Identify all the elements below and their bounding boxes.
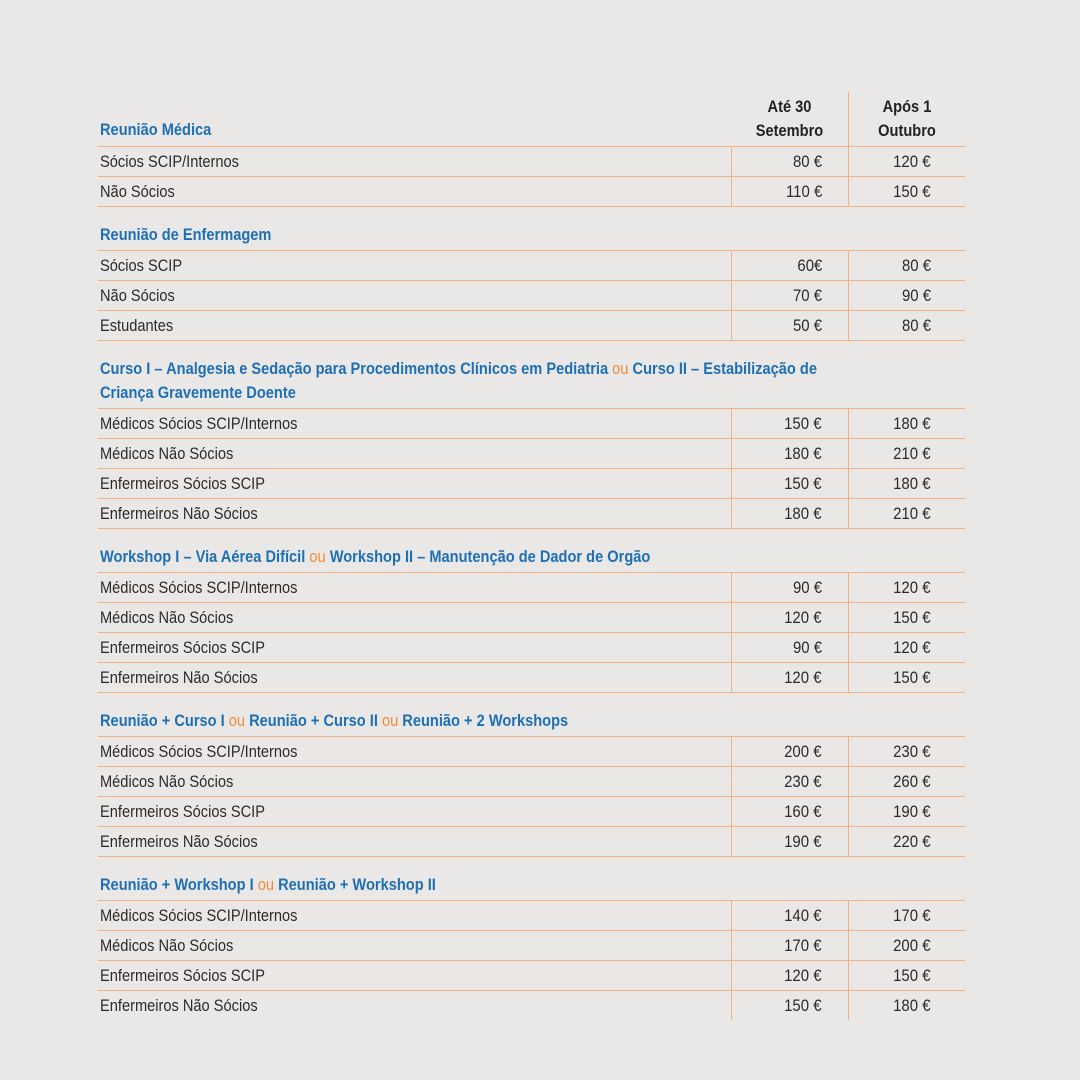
row-label: Sócios SCIP xyxy=(100,256,183,275)
column-header-line: Setembro xyxy=(755,121,824,140)
or-connector: ou xyxy=(309,547,326,566)
table-row xyxy=(98,767,965,797)
price-value: 150 € xyxy=(893,182,931,201)
price-early xyxy=(731,147,848,176)
section-title-text: Reunião Médica xyxy=(100,120,212,139)
section-title-text: Reunião + Curso II xyxy=(249,711,378,730)
price-value: 170 € xyxy=(784,936,822,955)
price-value: 150 € xyxy=(893,668,931,687)
column-header-apos-1-outubro xyxy=(857,95,957,143)
table-row xyxy=(98,663,965,693)
section-reuniao-curso xyxy=(98,707,965,857)
section-title xyxy=(100,709,844,733)
price-value: 120 € xyxy=(784,608,822,627)
price-early xyxy=(731,663,848,692)
price-value: 180 € xyxy=(893,414,931,433)
price-value: 180 € xyxy=(893,474,931,493)
column-header-line: Até 30 xyxy=(767,97,812,116)
price-value: 50 € xyxy=(792,316,822,335)
section-header xyxy=(98,355,965,409)
price-value: 90 € xyxy=(792,578,822,597)
price-early xyxy=(731,311,848,340)
table-row xyxy=(98,409,965,439)
row-label: Médicos Não Sócios xyxy=(100,772,234,791)
price-early xyxy=(731,827,848,856)
price-value: 120 € xyxy=(784,668,822,687)
price-early xyxy=(731,603,848,632)
price-late xyxy=(848,767,965,796)
section-header xyxy=(98,871,965,901)
row-label: Sócios SCIP/Internos xyxy=(100,152,239,171)
table-row xyxy=(98,931,965,961)
price-value: 80 € xyxy=(901,256,931,275)
price-value: 180 € xyxy=(893,996,931,1015)
price-early xyxy=(731,961,848,990)
price-value: 90 € xyxy=(901,286,931,305)
price-late xyxy=(848,147,965,176)
price-value: 220 € xyxy=(893,832,931,851)
table-row xyxy=(98,177,965,207)
price-value: 210 € xyxy=(893,504,931,523)
row-label: Médicos Sócios SCIP/Internos xyxy=(100,906,298,925)
price-late xyxy=(848,961,965,990)
or-connector: ou xyxy=(612,359,629,378)
table-row xyxy=(98,573,965,603)
section-title xyxy=(100,873,844,897)
table-row xyxy=(98,633,965,663)
section-reuniao-workshop xyxy=(98,871,965,1020)
row-label: Médicos Não Sócios xyxy=(100,444,234,463)
table-row xyxy=(98,901,965,931)
price-late xyxy=(848,439,965,468)
price-early xyxy=(731,797,848,826)
table-row xyxy=(98,991,965,1020)
price-early xyxy=(731,633,848,662)
price-value: 180 € xyxy=(784,444,822,463)
section-header xyxy=(98,221,965,251)
price-value: 150 € xyxy=(784,996,822,1015)
price-value: 180 € xyxy=(784,504,822,523)
or-connector: ou xyxy=(228,711,246,730)
price-value: 160 € xyxy=(784,802,822,821)
price-value: 210 € xyxy=(893,444,931,463)
price-late xyxy=(848,737,965,766)
price-value: 260 € xyxy=(893,772,931,791)
row-label: Enfermeiros Sócios SCIP xyxy=(100,474,265,493)
section-title-text: Reunião + Workshop II xyxy=(278,875,436,894)
section-title-text: Workshop I – Via Aérea Difícil xyxy=(100,547,306,566)
section-title xyxy=(100,545,844,569)
price-value: 120 € xyxy=(893,638,931,657)
section-workshop xyxy=(98,543,965,693)
row-label: Enfermeiros Sócios SCIP xyxy=(100,966,265,985)
price-value: 70 € xyxy=(792,286,822,305)
section-title-text: Curso I – Analgesia e Sedação para Procedimentos Clínicos em Pediatria xyxy=(100,359,609,378)
row-label: Enfermeiros Não Sócios xyxy=(100,668,258,687)
price-value: 150 € xyxy=(893,966,931,985)
price-late xyxy=(848,663,965,692)
section-title-text: Curso II – Estabilização de xyxy=(632,359,817,378)
price-early xyxy=(731,469,848,498)
column-header-ate-30-setembro xyxy=(739,95,840,143)
price-value: 230 € xyxy=(784,772,822,791)
price-early xyxy=(731,251,848,280)
price-early xyxy=(731,177,848,206)
table-row xyxy=(98,603,965,633)
row-label: Enfermeiros Sócios SCIP xyxy=(100,802,265,821)
price-value: 110 € xyxy=(785,182,822,201)
row-label: Enfermeiros Não Sócios xyxy=(100,996,258,1015)
price-late xyxy=(848,901,965,930)
section-title-text: Workshop II – Manutenção de Dador de Orgão xyxy=(329,547,651,566)
price-early xyxy=(731,767,848,796)
section-title-text: Reunião + Workshop I xyxy=(100,875,254,894)
price-late xyxy=(848,797,965,826)
table-row xyxy=(98,737,965,767)
price-late xyxy=(848,311,965,340)
row-label: Médicos Não Sócios xyxy=(100,936,234,955)
price-value: 80 € xyxy=(901,316,931,335)
row-label: Enfermeiros Não Sócios xyxy=(100,832,258,851)
price-late xyxy=(848,281,965,310)
row-label: Não Sócios xyxy=(100,286,175,305)
row-label: Médicos Sócios SCIP/Internos xyxy=(100,414,298,433)
price-late xyxy=(848,633,965,662)
price-value: 150 € xyxy=(784,414,822,433)
price-value: 200 € xyxy=(893,936,931,955)
price-early xyxy=(731,281,848,310)
price-late xyxy=(848,177,965,206)
price-value: 80 € xyxy=(792,152,822,171)
price-value: 150 € xyxy=(784,474,822,493)
price-value: 200 € xyxy=(784,742,822,761)
price-late xyxy=(848,603,965,632)
price-early xyxy=(731,573,848,602)
section-title-text: Criança Gravemente Doente xyxy=(100,383,296,402)
section-title-text: Reunião de Enfermagem xyxy=(100,225,272,244)
price-late xyxy=(848,991,965,1020)
section-title-text: Reunião + Curso I xyxy=(100,711,225,730)
table-row xyxy=(98,797,965,827)
table-row xyxy=(98,827,965,857)
section-rows xyxy=(98,147,965,207)
price-late xyxy=(848,573,965,602)
section-header xyxy=(98,543,965,573)
price-table xyxy=(98,90,965,1020)
price-value: 170 € xyxy=(893,906,931,925)
price-value: 120 € xyxy=(784,966,822,985)
price-value: 120 € xyxy=(893,152,931,171)
price-early xyxy=(731,439,848,468)
price-early xyxy=(731,931,848,960)
table-row xyxy=(98,439,965,469)
row-label: Médicos Não Sócios xyxy=(100,608,234,627)
section-header xyxy=(98,707,965,737)
price-early xyxy=(731,409,848,438)
price-early xyxy=(731,737,848,766)
table-row xyxy=(98,469,965,499)
row-label: Médicos Sócios SCIP/Internos xyxy=(100,578,298,597)
price-late xyxy=(848,931,965,960)
price-early xyxy=(731,901,848,930)
table-row xyxy=(98,147,965,177)
section-reuniao-enfermagem xyxy=(98,221,965,341)
column-divider xyxy=(848,92,849,146)
table-row xyxy=(98,251,965,281)
section-title-continued xyxy=(100,381,844,405)
price-value: 120 € xyxy=(893,578,931,597)
price-late xyxy=(848,409,965,438)
row-label: Enfermeiros Sócios SCIP xyxy=(100,638,265,657)
column-header-line: Outubro xyxy=(878,121,936,140)
section-title-text: Reunião + 2 Workshops xyxy=(402,711,569,730)
price-value: 150 € xyxy=(893,608,931,627)
price-value: 190 € xyxy=(893,802,931,821)
price-late xyxy=(848,499,965,528)
row-label: Médicos Sócios SCIP/Internos xyxy=(100,742,298,761)
section-title-reuniao-medica xyxy=(100,118,211,142)
price-late xyxy=(848,827,965,856)
section-curso xyxy=(98,355,965,529)
table-row xyxy=(98,499,965,529)
price-value: 60€ xyxy=(797,256,822,275)
row-label: Estudantes xyxy=(100,316,174,335)
table-header xyxy=(98,90,965,147)
table-row xyxy=(98,311,965,341)
price-value: 90 € xyxy=(792,638,822,657)
section-title xyxy=(100,357,844,381)
or-connector: ou xyxy=(257,875,275,894)
column-header-line: Após 1 xyxy=(882,97,932,116)
section-title xyxy=(100,223,844,247)
price-value: 230 € xyxy=(893,742,931,761)
price-early xyxy=(731,499,848,528)
price-value: 190 € xyxy=(784,832,822,851)
row-label: Não Sócios xyxy=(100,182,175,201)
or-connector: ou xyxy=(381,711,399,730)
row-label: Enfermeiros Não Sócios xyxy=(100,504,258,523)
table-row xyxy=(98,961,965,991)
price-late xyxy=(848,251,965,280)
price-late xyxy=(848,469,965,498)
table-row xyxy=(98,281,965,311)
price-value: 140 € xyxy=(784,906,822,925)
price-early xyxy=(731,991,848,1020)
